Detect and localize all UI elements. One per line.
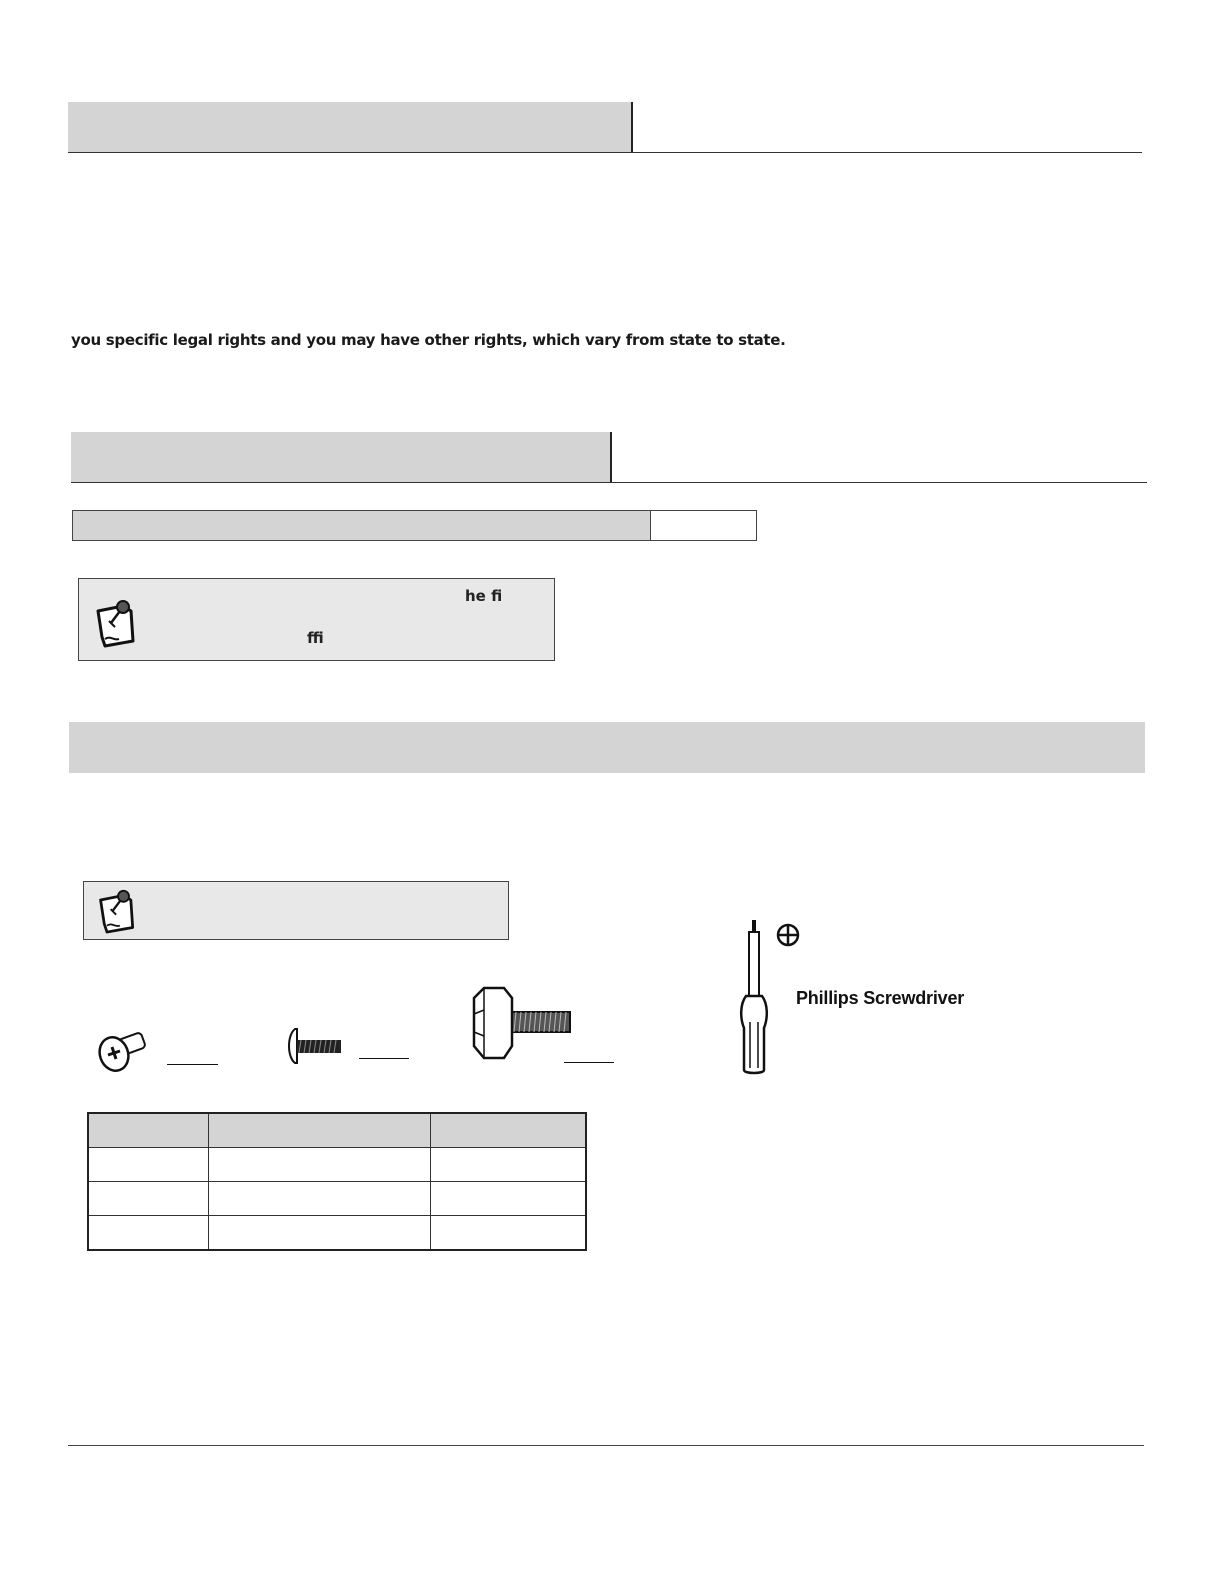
- hardware-table-header-cell: [88, 1113, 209, 1148]
- note-pin-icon: [93, 597, 141, 654]
- bolt-icon: [285, 1027, 345, 1070]
- hardware-table-header-cell: [431, 1113, 587, 1148]
- table-row: [88, 1182, 586, 1216]
- phillips-screwdriver-label: Phillips Screwdriver: [796, 988, 965, 1008]
- screw-phillips-head-icon: [96, 1030, 150, 1081]
- hardware-note: [83, 881, 509, 940]
- hardware-table: [87, 1112, 587, 1251]
- warranty-header-divider: [631, 102, 633, 153]
- pre-installation-note: [78, 578, 555, 661]
- hardware-b-label-line: [359, 1058, 409, 1059]
- note-pin-icon: [96, 887, 140, 940]
- phillips-symbol-icon: [776, 923, 800, 952]
- table-cell: [88, 1216, 209, 1251]
- table-row: [88, 1148, 586, 1182]
- warranty-section-header: [68, 102, 632, 152]
- table-cell: [431, 1182, 587, 1216]
- warranty-header-rule: [68, 152, 1142, 153]
- hardware-table-header-cell: [209, 1113, 431, 1148]
- hardware-c-label-line: [564, 1062, 614, 1063]
- table-cell: [88, 1182, 209, 1216]
- table-row: [88, 1216, 586, 1251]
- phillips-screwdriver-icon: [738, 918, 770, 1081]
- pre-installation-section-header: [71, 432, 611, 482]
- note-text-fragment-2: ffi: [307, 629, 324, 647]
- table-cell: [431, 1216, 587, 1251]
- hardware-section-header: [69, 722, 1145, 773]
- planning-subheader-fill: [73, 511, 651, 540]
- table-cell: [88, 1148, 209, 1182]
- footer-rule: [68, 1445, 1144, 1446]
- pre-installation-header-divider: [610, 432, 612, 483]
- table-cell: [209, 1182, 431, 1216]
- hardware-a-label-line: [167, 1064, 218, 1065]
- note-text-fragment-1: he fi: [465, 587, 503, 605]
- leveling-foot-icon: [470, 984, 576, 1069]
- warranty-legal-text: you specific legal rights and you may have other rights, which vary from state to state.: [71, 331, 786, 349]
- table-cell: [209, 1148, 431, 1182]
- table-cell: [209, 1216, 431, 1251]
- hardware-table-header-row: [88, 1113, 586, 1148]
- planning-subheader: [72, 510, 757, 541]
- pre-installation-header-rule: [71, 482, 1147, 483]
- table-cell: [431, 1148, 587, 1182]
